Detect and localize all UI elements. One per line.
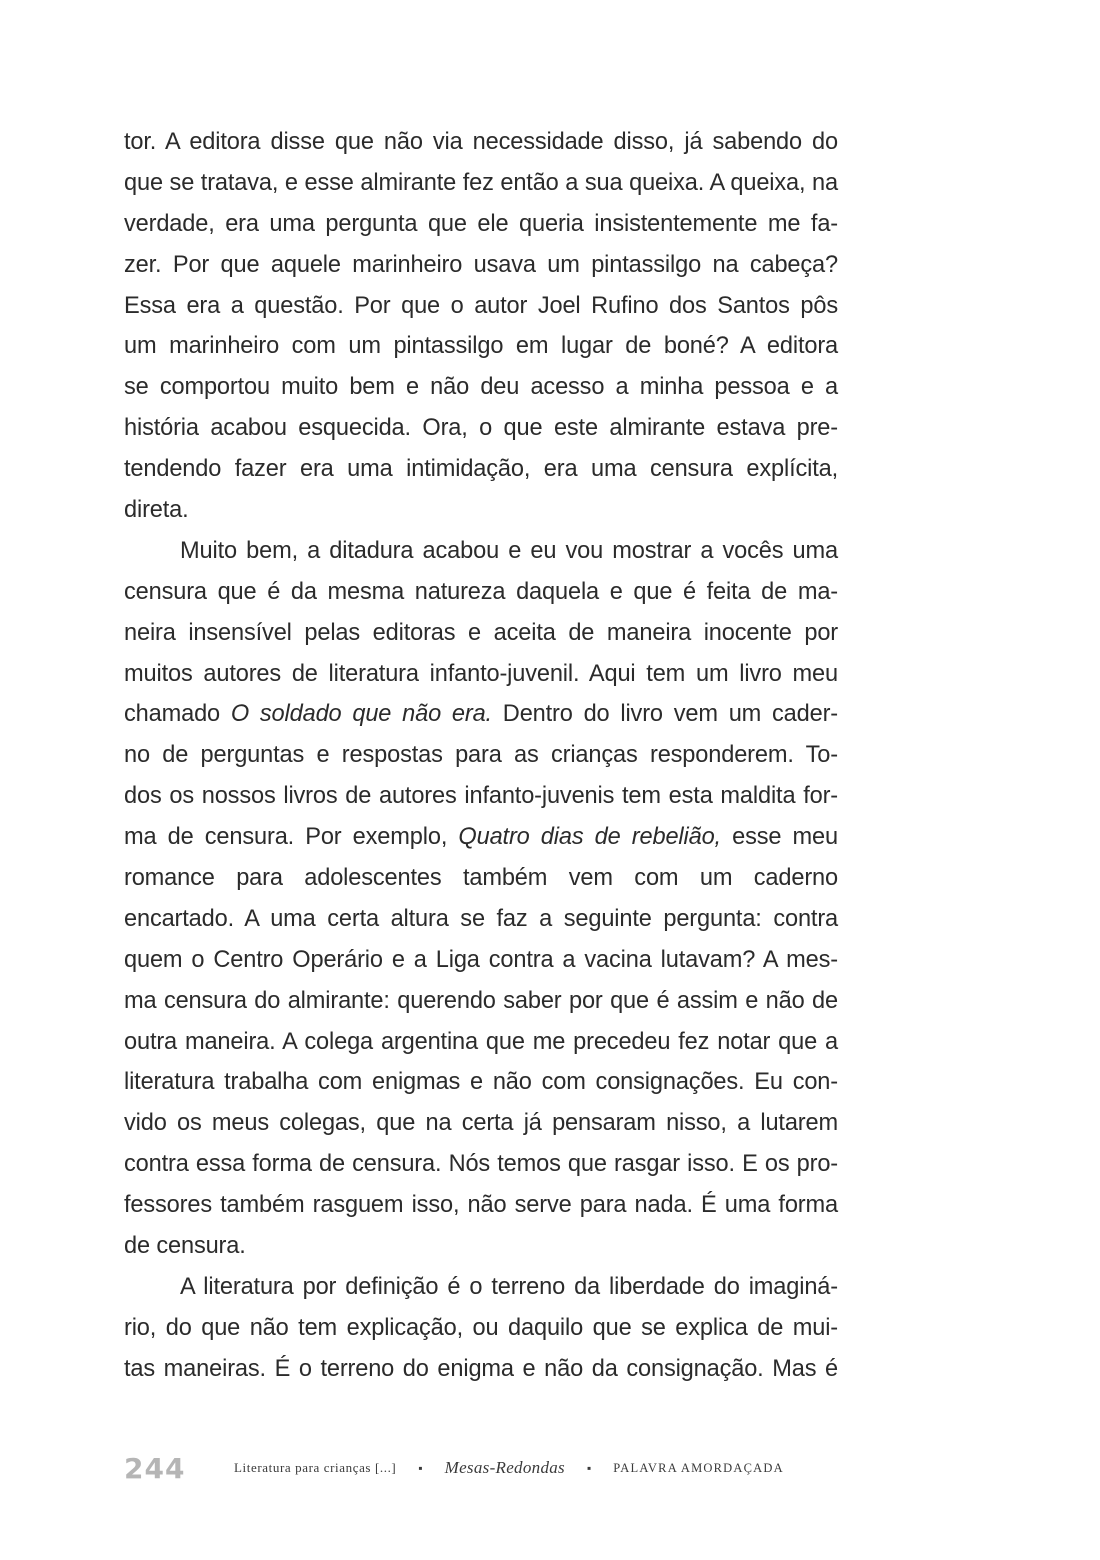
text-line: verdade, era uma pergunta que ele queria insistentemente me fa- (124, 210, 838, 237)
text-run: esse meu (720, 824, 838, 851)
book-title-italic: O soldado que não era. (230, 701, 492, 728)
text-line: neira insensível pelas editoras e aceita de maneira inocente por (124, 619, 838, 646)
text-line: muitos autores de literatura infanto-juvenil. Aqui tem um livro meu (124, 660, 838, 687)
text-line: um marinheiro com um pintassilgo em lugar de boné? A editora (124, 333, 838, 360)
text-line: literatura trabalha com enigmas e não com consignações. Eu con- (124, 1069, 838, 1096)
footer-book-title: Literatura para crianças [...] (234, 1460, 397, 1475)
text-line: tas maneiras. É o terreno do enigma e não da consignação. Mas é (124, 1355, 838, 1382)
text-line: direta. (124, 497, 189, 524)
text-line: de censura. (124, 1233, 246, 1260)
text-line: encartado. A uma certa altura se faz a seguinte pergunta: contra (124, 905, 838, 932)
text-line: rio, do que não tem explicação, ou daquilo que se explica de mui- (124, 1314, 838, 1341)
text-line: história acabou esquecida. Ora, o que este almirante estava pre- (124, 415, 838, 442)
text-line: no de perguntas e respostas para as crianças responderem. To- (124, 742, 838, 769)
footer-separator: ▪ (418, 1460, 423, 1475)
text-run: Dentro do livro vem um cader- (491, 701, 838, 728)
text-line: zer. Por que aquele marinheiro usava um pintassilgo na cabeça? (124, 251, 838, 278)
text-line: quem o Centro Operário e a Liga contra a vacina lutavam? A mes- (124, 946, 838, 973)
text-line: ma censura do almirante: querendo saber por que é assim e não de (124, 987, 838, 1014)
book-title-italic: Quatro dias de rebelião, (458, 824, 721, 851)
text-run: ma de censura. Por exemplo, (124, 824, 459, 851)
text-run: chamado (124, 701, 231, 728)
text-line: romance para adolescentes também vem com um caderno (124, 865, 838, 892)
text-line: se comportou muito bem e não deu acesso a minha pessoa e a (124, 374, 838, 401)
text-line: Muito bem, a ditadura acabou e eu vou mostrar a vocês uma (180, 537, 838, 564)
text-line: outra maneira. A colega argentina que me precedeu fez notar que a (124, 1028, 838, 1055)
text-line (124, 817, 838, 858)
text-line (124, 694, 838, 735)
text-line: censura que é da mesma natureza daquela e que é feita de ma- (124, 578, 838, 605)
page-number: 244 (124, 1451, 186, 1485)
text-line: dos os nossos livros de autores infanto-juvenis tem esta maldita for- (124, 783, 838, 810)
text-line: vido os meus colegas, que na certa já pensaram nisso, a lutarem (124, 1110, 838, 1137)
footer-section: Mesas-Redondas (444, 1458, 565, 1477)
text-line: tendendo fazer era uma intimidação, era uma censura explícita, (124, 456, 838, 483)
text-line: A literatura por definição é o terreno da liberdade do imaginá- (180, 1273, 838, 1300)
footer-chapter: PALAVRA AMORDAÇADA (613, 1460, 784, 1475)
text-line: fessores também rasguem isso, não serve para nada. É uma forma (124, 1192, 838, 1219)
footer-separator: ▪ (586, 1460, 592, 1475)
body-text (124, 122, 838, 1390)
running-footer (124, 1448, 838, 1488)
text-line: Essa era a questão. Por que o autor Joel Rufino dos Santos pôs (124, 292, 838, 319)
text-line: tor. A editora disse que não via necessidade disso, já sabendo do (124, 129, 838, 155)
text-line: contra essa forma de censura. Nós temos que rasgar isso. E os pro- (124, 1151, 838, 1178)
text-line: que se tratava, e esse almirante fez então a sua queixa. A queixa, na (124, 169, 838, 196)
